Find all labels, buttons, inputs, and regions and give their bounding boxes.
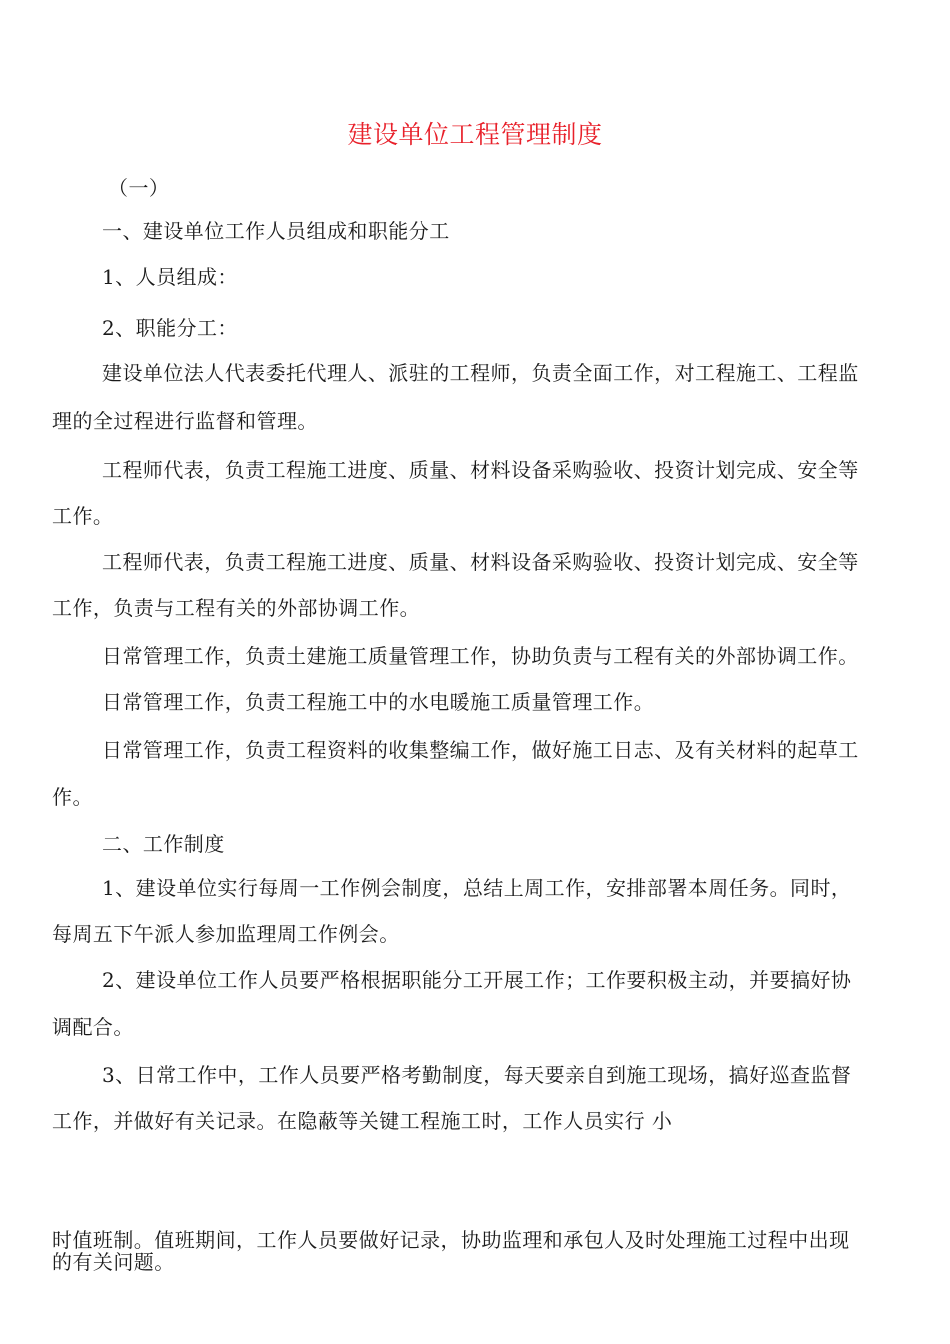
paragraph-line: 工作。 [52, 504, 114, 528]
paragraph-line: 日常管理工作，负责工程施工中的水电暖施工质量管理工作。 [102, 690, 655, 714]
paragraph-line: 2、建设单位工作人员要严格根据职能分工开展工作；工作要积极主动，并要搞好协 [102, 968, 852, 992]
subheading-duties: 2、职能分工： [102, 316, 238, 340]
paragraph-line: 工程师代表，负责工程施工进度、质量、材料设备采购验收、投资计划完成、安全等 [102, 550, 859, 574]
paragraph-line: 理的全过程进行监督和管理。 [52, 409, 318, 433]
document-title: 建设单位工程管理制度 [347, 120, 603, 149]
subheading-personnel: 1、人员组成： [102, 265, 238, 289]
paragraph-line: 工作，并做好有关记录。在隐蔽等关键工程施工时，工作人员实行 小 [52, 1109, 673, 1133]
paragraph-line: 日常管理工作，负责土建施工质量管理工作，协助负责与工程有关的外部协调工作。 [102, 644, 859, 668]
paragraph-line: 调配合。 [52, 1015, 134, 1039]
heading-section-2: 二、工作制度 [102, 832, 225, 856]
paragraph-line: 1、建设单位实行每周一工作例会制度，总结上周工作，安排部署本周任务。同时， [102, 876, 852, 900]
paragraph-line: 建设单位法人代表委托代理人、派驻的工程师，负责全面工作，对工程施工、工程监 [102, 361, 859, 385]
paragraph-line: 日常管理工作，负责工程资料的收集整编工作，做好施工日志、及有关材料的起草工 [102, 738, 859, 762]
section-marker: （一） [108, 176, 170, 200]
paragraph-line: 工作，负责与工程有关的外部协调工作。 [52, 596, 421, 620]
paragraph-line: 的有关问题。 [52, 1250, 175, 1274]
heading-section-1: 一、建设单位工作人员组成和职能分工 [102, 219, 450, 243]
paragraph-line: 时值班制。值班期间，工作人员要做好记录，协助监理和承包人及时处理施工过程中出现 [52, 1228, 850, 1252]
paragraph-line: 3、日常工作中，工作人员要严格考勤制度，每天要亲自到施工现场，搞好巡查监督 [102, 1063, 852, 1087]
paragraph-line: 每周五下午派人参加监理周工作例会。 [52, 922, 400, 946]
paragraph-line: 工程师代表，负责工程施工进度、质量、材料设备采购验收、投资计划完成、安全等 [102, 458, 859, 482]
paragraph-line: 作。 [52, 785, 93, 809]
